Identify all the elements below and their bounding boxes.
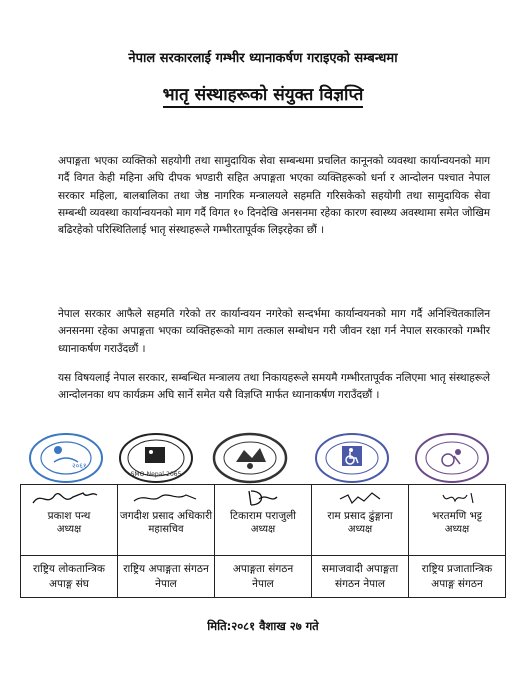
organization-cell <box>409 556 506 598</box>
signatory-cell <box>312 485 409 556</box>
signatory-role: अध्यक्ष <box>250 524 276 535</box>
signatory-name: प्रकाश पन्थ <box>47 510 91 522</box>
document-title <box>0 82 526 105</box>
organization-name-line2: अपाङ्ग संघ <box>49 577 89 590</box>
document-title-text: भातृ संस्थाहरूको संयुक्त विज्ञप्ति <box>163 85 364 108</box>
organization-cell <box>118 556 215 598</box>
seal-black-square-icon <box>118 432 194 484</box>
organization-cell <box>215 556 312 598</box>
signatory-role: अध्यक्ष <box>56 524 82 535</box>
seal-year: २०६१ <box>72 462 87 470</box>
signatory-role: अध्यक्ष <box>444 524 470 535</box>
signature-row <box>21 485 506 556</box>
organization-name-line2: नेपाल <box>252 577 274 590</box>
seal-blue-icon <box>28 432 104 484</box>
body-paragraph-2: नेपाल सरकार आफैले सहमति गरेको तर कार्यान्वयन नगरेको सन्दर्भमा कार्यान्वयनको माग गर्दै अनिश्चितकालिन अनसनमा रहेका अपाङ्गता भएका व्यक्तिहरूको माग तत्काल सम्बोधन गरी जीवन रक्षा गर्न नेपाल सरकारको गम्भीर ध्यानाकर्षण गराउँदछौं । <box>58 308 490 355</box>
signatory-cell <box>21 485 118 556</box>
seal-black-round-icon <box>212 432 288 484</box>
organization-name: राष्ट्रिय प्रजातान्त्रिक <box>421 562 493 575</box>
body-paragraph-1: अपाङ्गता भएका व्यक्तिको सहयोगी तथा सामुदायिक सेवा सम्बन्धमा प्रचलित कानूनको व्यवस्था कार्यान्वयनको माग गर्दै विगत केही महिना अघि दीपक भण्डारी सहित अपाङ्गता भएका व्यक्तिहरूको धर्ना र आन्दोलन पश्चात नेपाल सरकार महिला, बालबालिका तथा जेष्ठ नागरिक मन्त्रालयले सहमति गरिसकेको सहयोगी तथा सामुदायिक सेवा सम्बन्धी व्यवस्था कार्यान्वयनको माग गर्दै विगत १० दिनदेखि अनसनमा रहेका कारण स्वास्थ्य अवस्थामा समेत जोखिम बढिरहेको परिस्थितिलाई भातृ संस्थाहरूले गम्भीरतापूर्वक लिइरहेका छौं । <box>58 155 490 237</box>
organization-cell <box>312 556 409 598</box>
signature-mark <box>312 485 408 509</box>
organization-name-line2: अपाङ्ग संगठन <box>431 577 483 590</box>
organization-row <box>21 556 506 598</box>
organization-name-line2: नेपाल <box>155 577 177 590</box>
signatory-cell <box>118 485 215 556</box>
signature-mark <box>215 485 311 509</box>
signature-mark <box>21 485 117 509</box>
organization-name: राष्ट्रिय अपाङ्गता संगठन <box>123 562 209 575</box>
signature-mark <box>118 485 214 509</box>
organization-name: अपाङ्गता संगठन <box>232 562 294 575</box>
body-paragraph-3: यस विषयलाई नेपाल सरकार, सम्बन्धित मन्त्रालय तथा निकायहरूले समयमै गम्भीरतापूर्वक नलिएमा भातृ संस्थाहरूले आन्दोलनका थप कार्यक्रम अघि सार्ने समेत यसै विज्ञप्ति मार्फत ध्यानाकर्षण गराउँदछौं । <box>58 372 490 402</box>
signatory-role: महासचिव <box>148 524 184 535</box>
signatory-cell <box>409 485 506 556</box>
subject-heading: नेपाल सरकारलाई गम्भीर ध्यानाकर्षण गराइएको सम्बन्धमा <box>128 51 398 66</box>
document-date: मिति:२०८१ वैशाख २७ गते <box>207 619 319 633</box>
signatory-name: राम प्रसाद ढुंङ्गाना <box>327 510 393 522</box>
organization-name: राष्ट्रिय लोकतान्त्रिक <box>33 562 105 575</box>
seal-code: SMO-Nepal-2065 <box>130 471 182 478</box>
seal-purple-icon <box>414 432 490 484</box>
signatory-name: भरतमणि भट्ट <box>431 510 483 522</box>
signatories-table <box>20 484 506 598</box>
signature-mark <box>409 485 505 509</box>
organization-name-line2: संगठन नेपाल <box>335 577 385 590</box>
signatory-name: टिकाराम पराजुली <box>229 510 297 522</box>
signatory-name: जगदीश प्रसाद अधिकारी <box>119 510 213 522</box>
signatory-role: अध्यक्ष <box>347 524 373 535</box>
signatory-cell <box>215 485 312 556</box>
seal-wheelchair-icon <box>314 432 390 484</box>
organization-cell <box>21 556 118 598</box>
organization-name: समाजवादी अपाङ्गता <box>321 562 399 575</box>
